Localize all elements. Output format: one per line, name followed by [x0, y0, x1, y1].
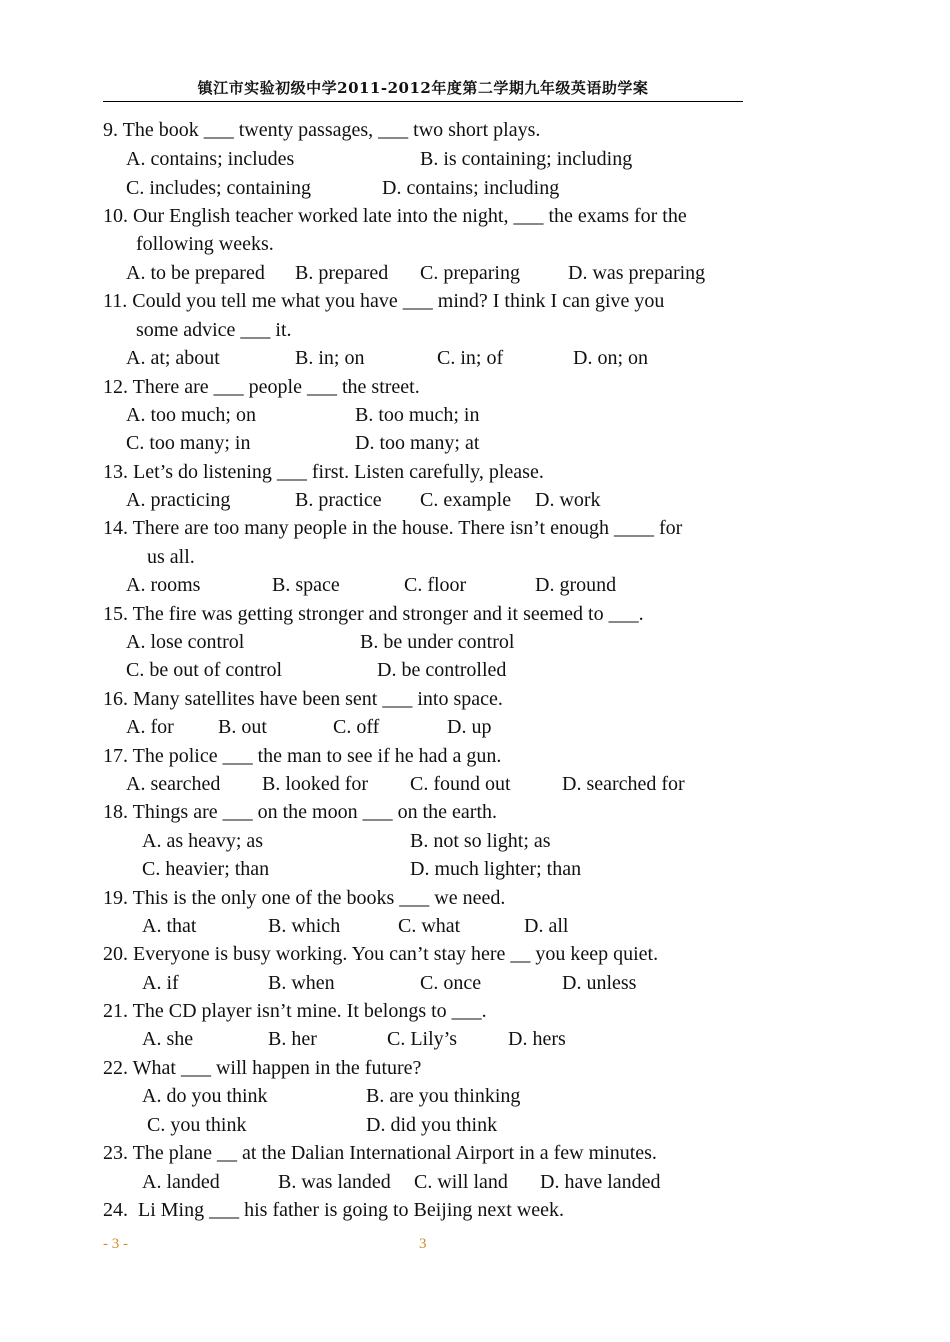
answer-option: B. looked for	[262, 773, 369, 795]
question-stem: 11. Could you tell me what you have ___ mind? I think I can give you	[103, 290, 665, 312]
answer-option: D. work	[535, 489, 601, 511]
answer-option: B. is containing; including	[420, 148, 633, 170]
footer-page-label: - 3 -	[103, 1236, 128, 1252]
answer-option: D. have landed	[540, 1171, 661, 1193]
answer-option: D. ground	[535, 574, 617, 596]
answer-option: A. do you think	[142, 1085, 268, 1107]
answer-option: C. what	[398, 915, 461, 937]
answer-option: B. be under control	[360, 631, 515, 653]
answer-option: D. too many; at	[355, 432, 480, 454]
answer-option: B. out	[218, 716, 267, 738]
answer-option: D. on; on	[573, 347, 648, 369]
answer-option: C. example	[420, 489, 512, 511]
question-stem: 19. This is the only one of the books ___ we need.	[103, 887, 506, 909]
answer-option: B. too much; in	[355, 404, 480, 426]
answer-option: B. are you thinking	[366, 1085, 521, 1107]
question-stem: 20. Everyone is busy working. You can’t stay here __ you keep quiet.	[103, 943, 659, 965]
answer-option: A. landed	[142, 1171, 220, 1193]
footer-page-number: 3	[419, 1236, 427, 1252]
answer-option: B. which	[268, 915, 341, 937]
answer-option: D. up	[447, 716, 492, 738]
answer-option: A. that	[142, 915, 197, 937]
answer-option: C. Lily’s	[387, 1028, 458, 1050]
answer-option: A. lose control	[126, 631, 245, 653]
answer-option: D. unless	[562, 972, 637, 994]
question-stem: 12. There are ___ people ___ the street.	[103, 376, 420, 398]
question-stem: 21. The CD player isn’t mine. It belongs to ___.	[103, 1000, 487, 1022]
answer-option: B. when	[268, 972, 335, 994]
answer-option: D. contains; including	[382, 177, 560, 199]
question-stem: 18. Things are ___ on the moon ___ on the earth.	[103, 801, 498, 823]
answer-option: C. too many; in	[126, 432, 251, 454]
answer-option: A. for	[126, 716, 174, 738]
answer-option: A. as heavy; as	[142, 830, 264, 852]
answer-option: C. includes; containing	[126, 177, 311, 199]
document-header: 镇江市实验初级中学2011-2012年度第二学期九年级英语助学案	[103, 77, 743, 102]
question-stem: 10. Our English teacher worked late into the night, ___ the exams for the	[103, 205, 687, 227]
answer-option: C. found out	[410, 773, 511, 795]
question-stem: 22. What ___ will happen in the future?	[103, 1057, 422, 1079]
answer-option: A. searched	[126, 773, 221, 795]
answer-option: D. much lighter; than	[410, 858, 582, 880]
question-stem-continued: some advice ___ it.	[136, 319, 292, 341]
answer-option: C. you think	[147, 1114, 247, 1136]
answer-option: B. her	[268, 1028, 317, 1050]
answer-option: B. in; on	[295, 347, 365, 369]
question-stem: 13. Let’s do listening ___ first. Listen carefully, please.	[103, 461, 544, 483]
answer-option: A. to be prepared	[126, 262, 265, 284]
answer-option: A. too much; on	[126, 404, 256, 426]
question-stem: 23. The plane __ at the Dalian International Airport in a few minutes.	[103, 1142, 657, 1164]
answer-option: B. practice	[295, 489, 382, 511]
question-stem: 9. The book ___ twenty passages, ___ two short plays.	[103, 119, 541, 141]
question-stem-continued: us all.	[147, 546, 195, 568]
question-stem: 17. The police ___ the man to see if he had a gun.	[103, 745, 502, 767]
answer-option: A. rooms	[126, 574, 201, 596]
answer-option: A. practicing	[126, 489, 231, 511]
answer-option: B. prepared	[295, 262, 389, 284]
answer-option: A. she	[142, 1028, 194, 1050]
answer-option: C. once	[420, 972, 482, 994]
question-stem: 24. Li Ming ___ his father is going to Beijing next week.	[103, 1199, 565, 1221]
question-stem: 14. There are too many people in the house. There isn’t enough ____ for	[103, 517, 683, 539]
question-stem: 16. Many satellites have been sent ___ into space.	[103, 688, 503, 710]
answer-option: A. contains; includes	[126, 148, 295, 170]
answer-option: C. off	[333, 716, 380, 738]
question-stem: 15. The fire was getting stronger and stronger and it seemed to ___.	[103, 603, 644, 625]
answer-option: C. in; of	[437, 347, 504, 369]
answer-option: C. will land	[414, 1171, 508, 1193]
answer-option: C. preparing	[420, 262, 520, 284]
answer-option: D. did you think	[366, 1114, 498, 1136]
answer-option: D. all	[524, 915, 569, 937]
question-stem-continued: following weeks.	[136, 233, 274, 255]
answer-option: D. hers	[508, 1028, 566, 1050]
answer-option: C. heavier; than	[142, 858, 270, 880]
answer-option: C. floor	[404, 574, 467, 596]
answer-option: C. be out of control	[126, 659, 283, 681]
answer-option: D. be controlled	[377, 659, 507, 681]
answer-option: B. was landed	[278, 1171, 391, 1193]
answer-option: B. space	[272, 574, 340, 596]
answer-option: A. if	[142, 972, 179, 994]
answer-option: D. was preparing	[568, 262, 706, 284]
answer-option: A. at; about	[126, 347, 220, 369]
answer-option: D. searched for	[562, 773, 685, 795]
answer-option: B. not so light; as	[410, 830, 551, 852]
